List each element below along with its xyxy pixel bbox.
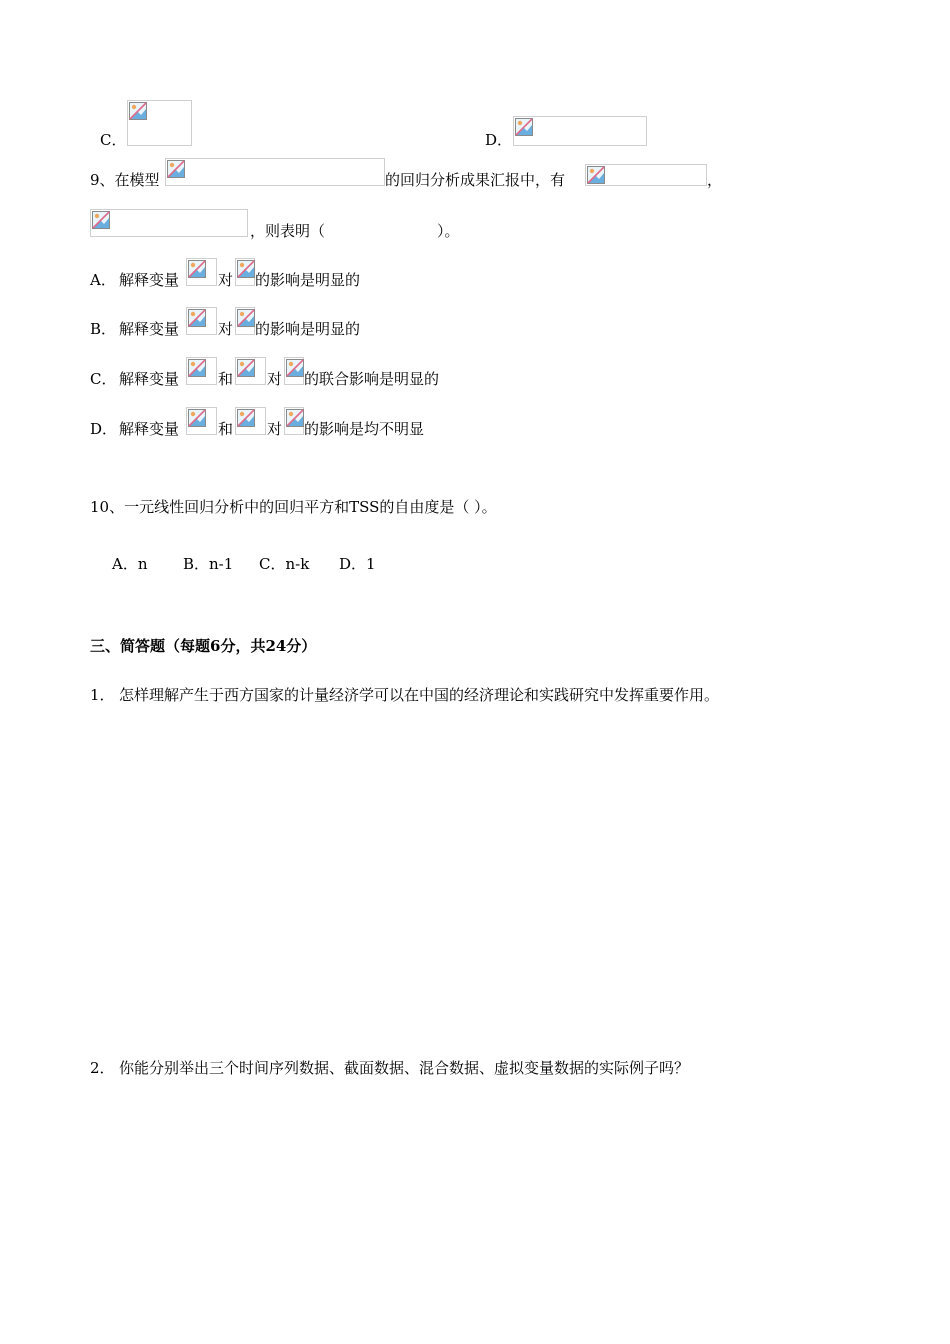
option-text: 的影响是明显的 [255,271,361,289]
q10-option-d: D．1 [339,555,376,573]
question-number: 2． [90,1059,115,1077]
variable-image [186,258,217,286]
section-title: 三、简答题（每题6分，共24分） [90,637,317,655]
option-text: 和 [218,420,234,438]
model-formula-image [165,158,385,186]
option-label: C． [90,370,117,388]
q9-middle-text: 的回归分析成果汇报中，有 [385,171,566,189]
variable-image [186,357,217,385]
variable-image [186,307,217,335]
question-text: 怎样理解产生于西方国家的计量经济学可以在中国的经济理论和实践研究中发挥重要作用。 [119,686,720,704]
option-text: 的影响是明显的 [255,320,361,338]
option-text: 解释变量 [119,271,180,289]
option-text: 对 [267,370,283,388]
option-label: A． [90,271,116,289]
option-text: 解释变量 [119,320,180,338]
option-text: 的影响是均不明显 [304,420,425,438]
option-text: 对 [267,420,283,438]
formula-image [513,116,647,146]
question-number: 1． [90,686,115,704]
variable-image [235,357,266,385]
option-label: D． [90,420,118,438]
q9-option-d [90,407,510,437]
statistic-image [90,209,248,237]
option-label: B． [90,320,117,338]
q9-stem-line1 [90,158,730,188]
q10-option-c: C．n-k [259,555,310,573]
option-text: 解释变量 [119,420,180,438]
variable-image [284,357,304,385]
formula-image [127,100,192,146]
q9-prefix: 9、在模型 [90,171,160,189]
q9-option-c [90,357,510,387]
q9-close-paren: ）。 [437,222,460,240]
question-text: 你能分别举出三个时间序列数据、截面数据、混合数据、虚拟变量数据的实际例子吗？ [119,1059,690,1077]
short-answer-question-2 [90,1058,689,1078]
q9-suffix: ，则表明（ [250,222,326,240]
option-text: 的联合影响是明显的 [304,370,440,388]
option-label: C． [100,131,127,149]
variable-image [235,307,255,335]
option-text: 解释变量 [119,370,180,388]
q9-stem-line2 [90,209,490,239]
q10-option-a: A．n [112,555,148,573]
option-text: 对 [218,320,234,338]
q10-options [112,554,376,574]
variable-image [186,407,217,435]
statistic-image [585,164,707,186]
variable-image [235,407,266,435]
variable-image [284,407,304,435]
q10-option-b: B．n-1 [183,555,234,573]
q9-option-b [90,307,490,337]
q9-comma: ， [707,171,723,189]
option-text: 和 [218,370,234,388]
variable-image [235,258,255,286]
option-label: D． [485,131,513,149]
q10-stem: 10、一元线性回归分析中的回归平方和TSS的自由度是（ ）。 [90,498,497,516]
option-text: 对 [218,271,234,289]
q9-option-a [90,258,490,288]
short-answer-question-1 [90,685,719,705]
